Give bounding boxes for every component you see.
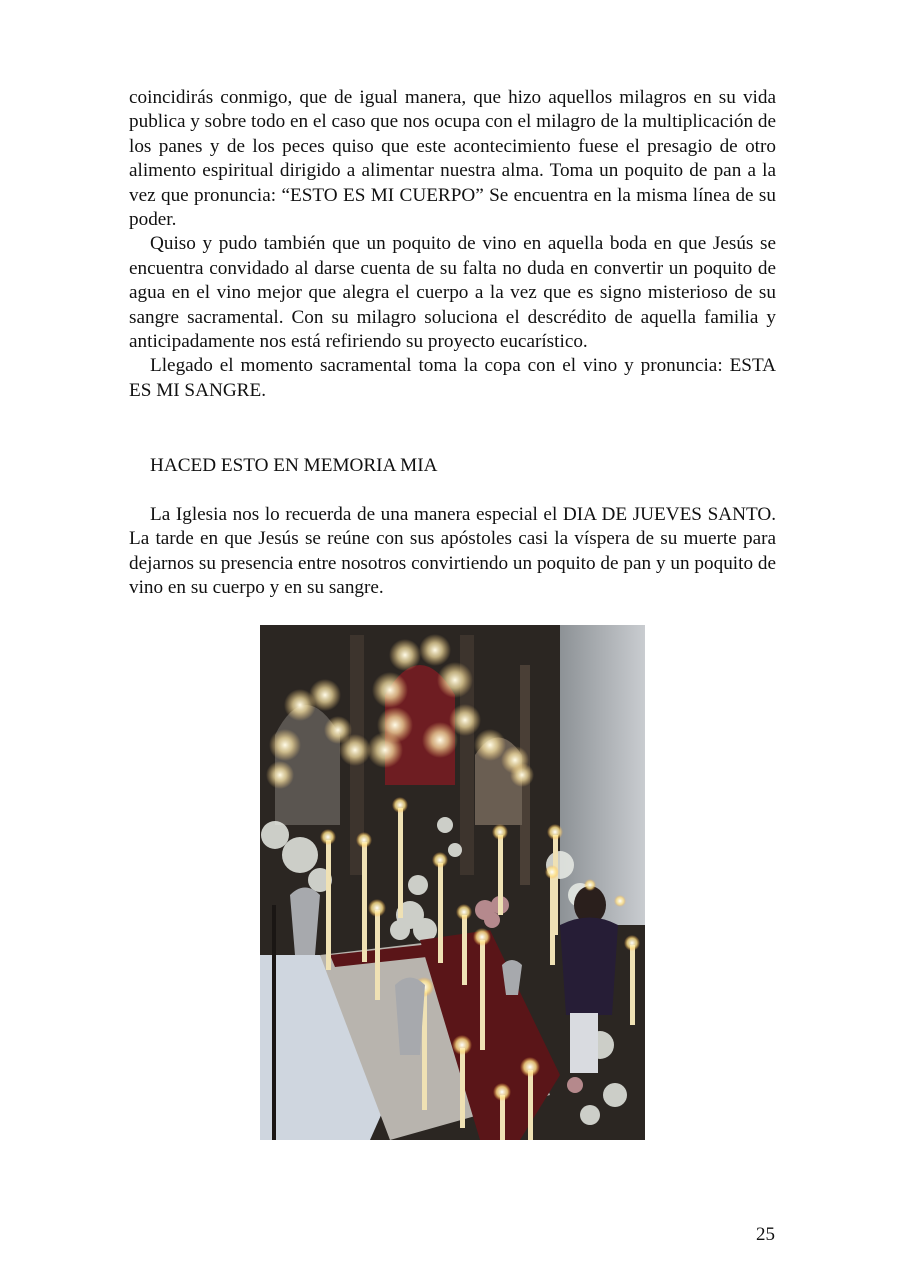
paragraph-4: La Iglesia nos lo recuerda de una manera especial el DIA DE JUEVES SANTO. La tarde en que Jesús se reúne con sus apóstoles casi la víspera de su muerte para dejarnos su presencia entre nosotros convirtiendo un poquito de pan y un poquito de vino en su cuerpo y en su sangre. — [129, 504, 776, 599]
altar-photo — [260, 625, 645, 1140]
paragraph-2: Quiso y pudo también que un poquito de vino en aquella boda en que Jesús se encuentra convidado al darse cuenta de su falta no duda en convertir un poquito de agua en el vino mejor que alegra el cuerpo a la vez que es signo misterioso de su sangre sacramental. Con su milagro soluciona el descrédito de aquella familia y anticipadamente nos está refiriendo su proyecto eucarístico. — [129, 233, 776, 353]
paragraph-3: Llegado el momento sacramental toma la copa con el vino y pronuncia: ESTA ES MI SANGRE. — [129, 355, 776, 401]
page-number: 25 — [756, 1224, 775, 1245]
body-text-top — [129, 86, 776, 403]
body-text-bottom — [129, 503, 776, 601]
paragraph-1: coincidirás conmigo, que de igual manera, que hizo aquellos milagros en su vida publica y sobre todo en el caso que nos ocupa con el milagro de la multiplicación de los panes y de los peces quiso que este acontecimiento fuese el presagio de otro alimento espiritual dirigido a alimentar nuestra alma. Toma un poquito de pan a la vez que pronuncia: “ESTO ES MI CUERPO” Se encuentra en la misma línea de su poder. — [129, 87, 776, 231]
altar-photo-illustration — [260, 625, 645, 1140]
section-heading: HACED ESTO EN MEMORIA MIA — [150, 455, 438, 476]
